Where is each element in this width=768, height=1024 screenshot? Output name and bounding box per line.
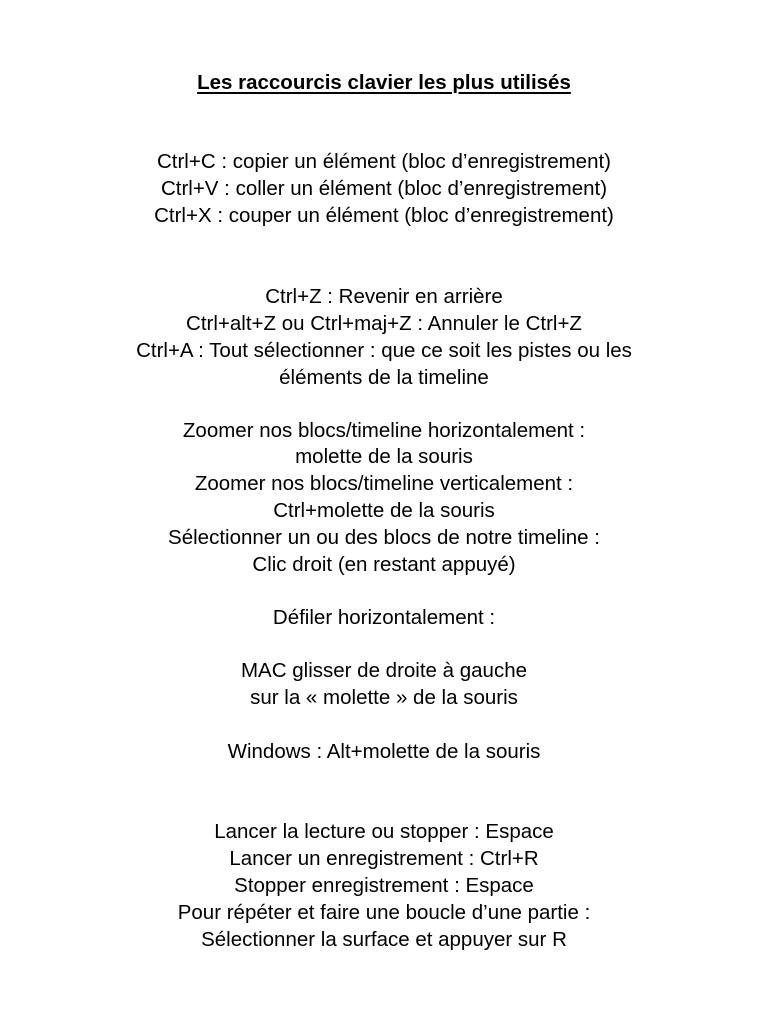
zoom-horizontal-action: molette de la souris — [295, 445, 473, 468]
loop-label: Pour répéter et faire une boucle d’une partie : — [177, 901, 591, 924]
shortcut-redo: Ctrl+alt+Z ou Ctrl+maj+Z : Annuler le Ctrl+Z — [186, 312, 582, 335]
shortcut-select-all: Ctrl+A : Tout sélectionner : que ce soit les pistes ou les — [136, 339, 632, 362]
shortcut-record: Lancer un enregistrement : Ctrl+R — [229, 847, 539, 870]
shortcut-paste: Ctrl+V : coller un élément (bloc d’enregistrement) — [160, 177, 608, 200]
scroll-mac-line-2: sur la « molette » de la souris — [250, 686, 518, 709]
loop-action: Sélectionner la surface et appuyer sur R — [201, 928, 567, 951]
shortcut-play-stop: Lancer la lecture ou stopper : Espace — [214, 820, 554, 843]
shortcut-copy: Ctrl+C : copier un élément (bloc d’enregistrement) — [156, 150, 612, 173]
document-title: Les raccourcis clavier les plus utilisés — [197, 71, 571, 94]
scroll-heading: Défiler horizontalement : — [272, 606, 496, 629]
zoom-vertical-action: Ctrl+molette de la souris — [273, 499, 495, 522]
shortcut-stop-record: Stopper enregistrement : Espace — [234, 874, 534, 897]
select-blocks-label: Sélectionner un ou des blocs de notre timeline : — [168, 526, 600, 549]
shortcut-select-all-continued: éléments de la timeline — [279, 366, 489, 389]
scroll-windows-line: Windows : Alt+molette de la souris — [227, 740, 541, 763]
shortcut-cut: Ctrl+X : couper un élément (bloc d’enregistrement) — [154, 204, 614, 227]
shortcut-undo: Ctrl+Z : Revenir en arrière — [265, 285, 503, 308]
select-blocks-action: Clic droit (en restant appuyé) — [252, 553, 516, 576]
zoom-vertical-label: Zoomer nos blocs/timeline verticalement : — [194, 472, 574, 495]
scroll-mac-line-1: MAC glisser de droite à gauche — [240, 659, 527, 682]
zoom-horizontal-label: Zoomer nos blocs/timeline horizontalement : — [182, 419, 586, 442]
